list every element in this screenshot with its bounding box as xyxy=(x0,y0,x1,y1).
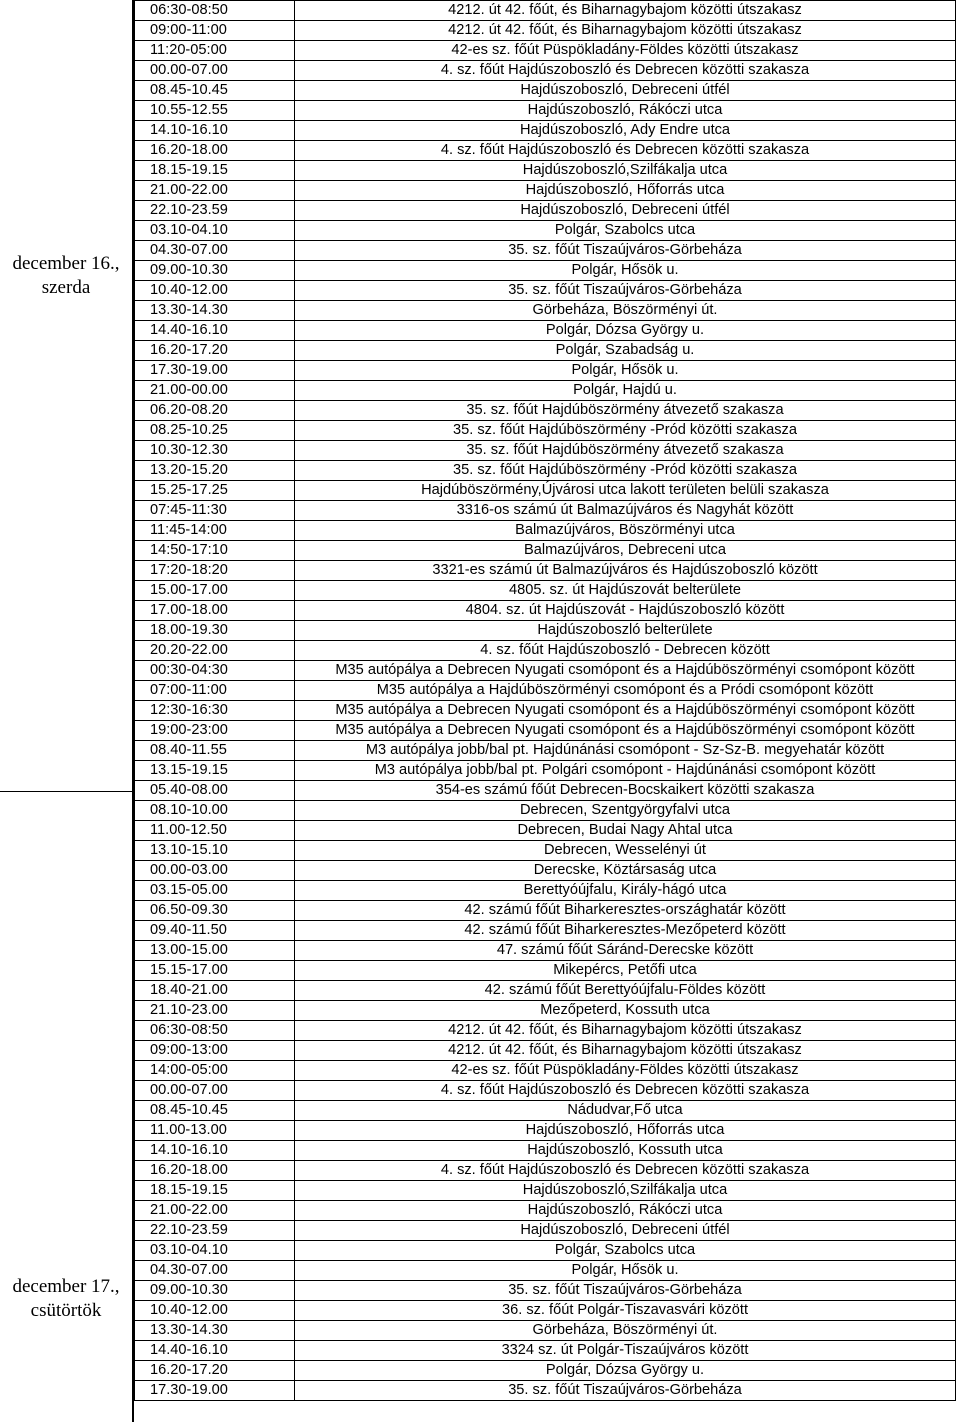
time-range-cell: 12:30-16:30 xyxy=(135,701,295,721)
time-range-cell: 22.10-23.59 xyxy=(135,1221,295,1241)
table-row xyxy=(135,861,956,881)
table-row xyxy=(135,1241,956,1261)
table-row xyxy=(135,1341,956,1361)
location-cell: 35. sz. főút Tiszaújváros-Görbeháza xyxy=(295,241,956,261)
table-row xyxy=(135,961,956,981)
location-cell: Hajdúszoboszló, Rákóczi utca xyxy=(295,1201,956,1221)
time-range-cell: 17:20-18:20 xyxy=(135,561,295,581)
table-row xyxy=(135,481,956,501)
time-range-cell: 14.10-16.10 xyxy=(135,1141,295,1161)
location-cell: 4212. út 42. főút, és Biharnagybajom közötti útszakasz xyxy=(295,1021,956,1041)
table-row xyxy=(135,361,956,381)
table-row xyxy=(135,641,956,661)
location-cell: 4804. sz. út Hajdúszovát - Hajdúszoboszló között xyxy=(295,601,956,621)
time-range-cell: 08.45-10.45 xyxy=(135,81,295,101)
location-cell: M3 autópálya jobb/bal pt. Hajdúnánási csomópont - Sz-Sz-B. megyehatár között xyxy=(295,741,956,761)
table-row xyxy=(135,601,956,621)
time-range-cell: 04.30-07.00 xyxy=(135,241,295,261)
time-range-cell: 06.50-09.30 xyxy=(135,901,295,921)
time-range-cell: 14.40-16.10 xyxy=(135,1341,295,1361)
table-row xyxy=(135,1201,956,1221)
table-row xyxy=(135,421,956,441)
location-cell: Görbeháza, Böszörményi út. xyxy=(295,1321,956,1341)
location-cell: 3324 sz. út Polgár-Tiszaújváros között xyxy=(295,1341,956,1361)
time-range-cell: 11.00-12.50 xyxy=(135,821,295,841)
table-row xyxy=(135,841,956,861)
time-range-cell: 20.20-22.00 xyxy=(135,641,295,661)
location-cell: Polgár, Dózsa György u. xyxy=(295,1361,956,1381)
table-row xyxy=(135,561,956,581)
time-range-cell: 07:00-11:00 xyxy=(135,681,295,701)
date-label-1 xyxy=(0,252,132,300)
time-range-cell: 09.40-11.50 xyxy=(135,921,295,941)
location-cell: Hajdúszoboszló, Debreceni útfél xyxy=(295,1221,956,1241)
location-cell: 42-es sz. főút Püspökladány-Földes közötti útszakasz xyxy=(295,41,956,61)
table-row xyxy=(135,941,956,961)
location-cell: Polgár, Szabolcs utca xyxy=(295,1241,956,1261)
location-cell: 35. sz. főút Hajdúböszörmény átvezető szakasza xyxy=(295,401,956,421)
table-row xyxy=(135,41,956,61)
time-range-cell: 03.15-05.00 xyxy=(135,881,295,901)
time-range-cell: 13.00-15.00 xyxy=(135,941,295,961)
location-cell: Hajdúböszörmény,Újvárosi utca lakott területen belüli szakasza xyxy=(295,481,956,501)
location-cell: Debrecen, Wesselényi út xyxy=(295,841,956,861)
time-range-cell: 00:30-04:30 xyxy=(135,661,295,681)
location-cell: 42. számú főút Biharkeresztes-Mezőpeterd között xyxy=(295,921,956,941)
table-row xyxy=(135,541,956,561)
time-range-cell: 18.15-19.15 xyxy=(135,1181,295,1201)
location-cell: 35. sz. főút Tiszaújváros-Görbeháza xyxy=(295,1281,956,1301)
date-column xyxy=(0,0,134,1422)
table-row xyxy=(135,781,956,801)
time-range-cell: 06.20-08.20 xyxy=(135,401,295,421)
location-cell: Derecske, Köztársaság utca xyxy=(295,861,956,881)
table-row xyxy=(135,681,956,701)
location-cell: Debrecen, Budai Nagy Ahtal utca xyxy=(295,821,956,841)
table-row xyxy=(135,981,956,1001)
table-row xyxy=(135,1321,956,1341)
location-cell: 35. sz. főút Hajdúböszörmény -Pród közötti szakasza xyxy=(295,461,956,481)
table-row xyxy=(135,721,956,741)
time-range-cell: 00.00-03.00 xyxy=(135,861,295,881)
location-cell: 4. sz. főút Hajdúszoboszló - Debrecen között xyxy=(295,641,956,661)
table-row xyxy=(135,21,956,41)
table-row xyxy=(135,1181,956,1201)
location-cell: 4. sz. főút Hajdúszoboszló és Debrecen közötti szakasza xyxy=(295,141,956,161)
table-row xyxy=(135,121,956,141)
time-range-cell: 08.45-10.45 xyxy=(135,1101,295,1121)
location-cell: Polgár, Szabadság u. xyxy=(295,341,956,361)
table-row xyxy=(135,241,956,261)
location-cell: 42. számú főút Berettyóújfalu-Földes között xyxy=(295,981,956,1001)
location-cell: M35 autópálya a Debrecen Nyugati csomópont és a Hajdúböszörményi csomópont között xyxy=(295,701,956,721)
time-range-cell: 08.40-11.55 xyxy=(135,741,295,761)
time-range-cell: 09.00-10.30 xyxy=(135,261,295,281)
location-cell: 3316-os számú út Balmazújváros és Nagyhát között xyxy=(295,501,956,521)
location-cell: Hajdúszoboszló, Kossuth utca xyxy=(295,1141,956,1161)
time-range-cell: 17.00-18.00 xyxy=(135,601,295,621)
time-range-cell: 21.00-22.00 xyxy=(135,181,295,201)
time-range-cell: 11:20-05:00 xyxy=(135,41,295,61)
location-cell: 354-es számú főút Debrecen-Bocskaikert közötti szakasza xyxy=(295,781,956,801)
location-cell: 35. sz. főút Hajdúböszörmény -Pród közötti szakasza xyxy=(295,421,956,441)
table-row xyxy=(135,741,956,761)
location-cell: 42. számú főút Biharkeresztes-országhatár között xyxy=(295,901,956,921)
location-cell: Mikepércs, Petőfi utca xyxy=(295,961,956,981)
table-row xyxy=(135,1,956,21)
table-row xyxy=(135,1221,956,1241)
table-row xyxy=(135,761,956,781)
time-range-cell: 18.15-19.15 xyxy=(135,161,295,181)
location-cell: Balmazújváros, Böszörményi utca xyxy=(295,521,956,541)
time-range-cell: 13.15-19.15 xyxy=(135,761,295,781)
time-range-cell: 18.00-19.30 xyxy=(135,621,295,641)
location-cell: 35. sz. főút Hajdúböszörmény átvezető szakasza xyxy=(295,441,956,461)
table-row xyxy=(135,1141,956,1161)
time-range-cell: 16.20-17.20 xyxy=(135,341,295,361)
location-cell: Berettyóújfalu, Király-hágó utca xyxy=(295,881,956,901)
date-text: december 17., xyxy=(12,1276,120,1297)
location-cell: Polgár, Szabolcs utca xyxy=(295,221,956,241)
table-row xyxy=(135,321,956,341)
table-row xyxy=(135,461,956,481)
time-range-cell: 14.10-16.10 xyxy=(135,121,295,141)
location-cell: 4805. sz. út Hajdúszovát belterülete xyxy=(295,581,956,601)
weekday-text: szerda xyxy=(41,277,91,298)
location-cell: Polgár, Hősök u. xyxy=(295,261,956,281)
location-cell: 47. számú főút Sáránd-Derecske között xyxy=(295,941,956,961)
location-cell: Hajdúszoboszló belterülete xyxy=(295,621,956,641)
time-range-cell: 14.40-16.10 xyxy=(135,321,295,341)
location-cell: Balmazújváros, Debreceni utca xyxy=(295,541,956,561)
time-range-cell: 10.40-12.00 xyxy=(135,281,295,301)
location-cell: M3 autópálya jobb/bal pt. Polgári csomópont - Hajdúnánási csomópont között xyxy=(295,761,956,781)
schedule-table xyxy=(134,0,956,1401)
location-cell: 35. sz. főút Tiszaújváros-Görbeháza xyxy=(295,281,956,301)
location-cell: 4. sz. főút Hajdúszoboszló és Debrecen közötti szakasza xyxy=(295,1161,956,1181)
time-range-cell: 15.25-17.25 xyxy=(135,481,295,501)
weekday-text: csütörtök xyxy=(30,1300,102,1321)
date-group-2 xyxy=(0,791,132,1422)
table-row xyxy=(135,61,956,81)
location-cell: Hajdúszoboszló, Debreceni útfél xyxy=(295,201,956,221)
table-row xyxy=(135,521,956,541)
date-label-2 xyxy=(0,1275,132,1323)
time-range-cell: 10.30-12.30 xyxy=(135,441,295,461)
location-cell: 42-es sz. főút Püspökladány-Földes közötti útszakasz xyxy=(295,1061,956,1081)
time-range-cell: 21.00-22.00 xyxy=(135,1201,295,1221)
location-cell: M35 autópálya a Hajdúböszörményi csomópont és a Pródi csomópont között xyxy=(295,681,956,701)
table-row xyxy=(135,1081,956,1101)
location-cell: Hajdúszoboszló,Szilfákalja utca xyxy=(295,161,956,181)
location-cell: Mezőpeterd, Kossuth utca xyxy=(295,1001,956,1021)
time-range-cell: 03.10-04.10 xyxy=(135,221,295,241)
location-cell: Polgár, Dózsa György u. xyxy=(295,321,956,341)
time-range-cell: 10.55-12.55 xyxy=(135,101,295,121)
table-row xyxy=(135,1021,956,1041)
time-range-cell: 16.20-17.20 xyxy=(135,1361,295,1381)
time-range-cell: 05.40-08.00 xyxy=(135,781,295,801)
time-range-cell: 04.30-07.00 xyxy=(135,1261,295,1281)
table-row xyxy=(135,1361,956,1381)
location-cell: Hajdúszoboszló, Ady Endre utca xyxy=(295,121,956,141)
table-row xyxy=(135,161,956,181)
time-range-cell: 06:30-08:50 xyxy=(135,1,295,21)
table-row xyxy=(135,1121,956,1141)
time-range-cell: 13.30-14.30 xyxy=(135,301,295,321)
table-row xyxy=(135,1281,956,1301)
location-cell: 35. sz. főút Tiszaújváros-Görbeháza xyxy=(295,1381,956,1401)
time-range-cell: 21.10-23.00 xyxy=(135,1001,295,1021)
location-cell: Polgár, Hősök u. xyxy=(295,361,956,381)
location-cell: Hajdúszoboszló, Hőforrás utca xyxy=(295,181,956,201)
location-cell: 3321-es számú út Balmazújváros és Hajdúszoboszló között xyxy=(295,561,956,581)
time-range-cell: 00.00-07.00 xyxy=(135,1081,295,1101)
time-range-cell: 14:50-17:10 xyxy=(135,541,295,561)
location-cell: 4212. út 42. főút, és Biharnagybajom közötti útszakasz xyxy=(295,21,956,41)
table-row xyxy=(135,921,956,941)
table-row xyxy=(135,1301,956,1321)
time-range-cell: 13.10-15.10 xyxy=(135,841,295,861)
table-row xyxy=(135,1001,956,1021)
time-range-cell: 00.00-07.00 xyxy=(135,61,295,81)
location-cell: Hajdúszoboszló, Hőforrás utca xyxy=(295,1121,956,1141)
time-range-cell: 16.20-18.00 xyxy=(135,1161,295,1181)
time-range-cell: 19:00-23:00 xyxy=(135,721,295,741)
table-row xyxy=(135,81,956,101)
time-range-cell: 09.00-10.30 xyxy=(135,1281,295,1301)
time-range-cell: 11:45-14:00 xyxy=(135,521,295,541)
table-row xyxy=(135,1041,956,1061)
time-range-cell: 03.10-04.10 xyxy=(135,1241,295,1261)
time-range-cell: 15.00-17.00 xyxy=(135,581,295,601)
time-range-cell: 13.20-15.20 xyxy=(135,461,295,481)
location-cell: Polgár, Hajdú u. xyxy=(295,381,956,401)
time-range-cell: 13.30-14.30 xyxy=(135,1321,295,1341)
table-row xyxy=(135,1101,956,1121)
time-range-cell: 17.30-19.00 xyxy=(135,361,295,381)
table-row xyxy=(135,101,956,121)
time-range-cell: 08.25-10.25 xyxy=(135,421,295,441)
time-range-cell: 09:00-11:00 xyxy=(135,21,295,41)
table-row xyxy=(135,581,956,601)
time-range-cell: 11.00-13.00 xyxy=(135,1121,295,1141)
date-group-1 xyxy=(0,0,132,791)
location-cell: 4. sz. főút Hajdúszoboszló és Debrecen közötti szakasza xyxy=(295,1081,956,1101)
time-range-cell: 18.40-21.00 xyxy=(135,981,295,1001)
location-cell: Hajdúszoboszló, Rákóczi utca xyxy=(295,101,956,121)
location-cell: Debrecen, Szentgyörgyfalvi utca xyxy=(295,801,956,821)
table-row xyxy=(135,401,956,421)
table-row xyxy=(135,301,956,321)
time-range-cell: 17.30-19.00 xyxy=(135,1381,295,1401)
table-row xyxy=(135,701,956,721)
table-row xyxy=(135,221,956,241)
date-text: december 16., xyxy=(12,253,120,274)
location-cell: M35 autópálya a Debrecen Nyugati csomópont és a Hajdúböszörményi csomópont között xyxy=(295,661,956,681)
time-range-cell: 08.10-10.00 xyxy=(135,801,295,821)
table-row xyxy=(135,441,956,461)
location-cell: 4212. út 42. főút, és Biharnagybajom közötti útszakasz xyxy=(295,1041,956,1061)
location-cell: Görbeháza, Böszörményi út. xyxy=(295,301,956,321)
table-row xyxy=(135,141,956,161)
time-range-cell: 14:00-05:00 xyxy=(135,1061,295,1081)
time-range-cell: 16.20-18.00 xyxy=(135,141,295,161)
location-cell: Hajdúszoboszló, Debreceni útfél xyxy=(295,81,956,101)
table-row xyxy=(135,1161,956,1181)
table-row xyxy=(135,501,956,521)
location-cell: 4212. út 42. főút, és Biharnagybajom közötti útszakasz xyxy=(295,1,956,21)
table-row xyxy=(135,801,956,821)
table-row xyxy=(135,201,956,221)
location-cell: M35 autópálya a Debrecen Nyugati csomópont és a Hajdúböszörményi csomópont között xyxy=(295,721,956,741)
table-row xyxy=(135,281,956,301)
table-row xyxy=(135,261,956,281)
table-row xyxy=(135,821,956,841)
time-range-cell: 10.40-12.00 xyxy=(135,1301,295,1321)
table-row xyxy=(135,341,956,361)
table-row xyxy=(135,881,956,901)
time-range-cell: 06:30-08:50 xyxy=(135,1021,295,1041)
table-row xyxy=(135,901,956,921)
location-cell: Polgár, Hősök u. xyxy=(295,1261,956,1281)
time-range-cell: 22.10-23.59 xyxy=(135,201,295,221)
time-range-cell: 07:45-11:30 xyxy=(135,501,295,521)
table-row xyxy=(135,1381,956,1401)
table-row xyxy=(135,1261,956,1281)
table-row xyxy=(135,1061,956,1081)
table-row xyxy=(135,661,956,681)
location-cell: 4. sz. főút Hajdúszoboszló és Debrecen közötti szakasza xyxy=(295,61,956,81)
location-cell: Hajdúszoboszló,Szilfákalja utca xyxy=(295,1181,956,1201)
time-range-cell: 09:00-13:00 xyxy=(135,1041,295,1061)
time-range-cell: 15.15-17.00 xyxy=(135,961,295,981)
table-row xyxy=(135,621,956,641)
table-row xyxy=(135,381,956,401)
table-row xyxy=(135,181,956,201)
time-range-cell: 21.00-00.00 xyxy=(135,381,295,401)
location-cell: 36. sz. főút Polgár-Tiszavasvári között xyxy=(295,1301,956,1321)
location-cell: Nádudvar,Fő utca xyxy=(295,1101,956,1121)
